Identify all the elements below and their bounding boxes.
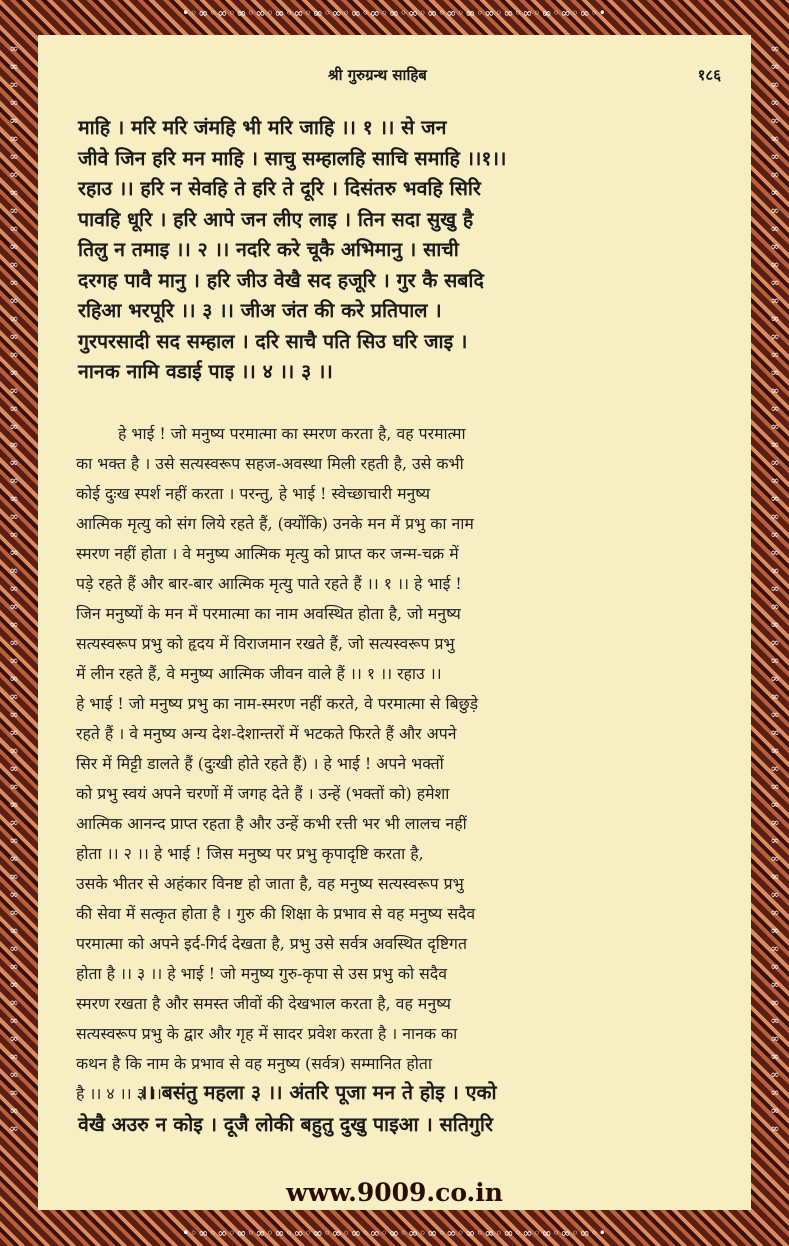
translation-line: जिन मनुष्यों के मन में परमात्मा का नाम अवस्थित होता है, जो मनुष्य xyxy=(76,604,461,623)
translation-line: उसके भीतर से अहंकार विनष्ट हो जाता है, वह मनुष्य सत्यस्वरूप प्रभु xyxy=(76,874,464,893)
translation-line: हे भाई ! जो मनुष्य प्रभु का नाम-स्मरण नहीं करते, वे परमात्मा से बिछुड़े xyxy=(76,694,479,713)
translation-line: आत्मिक मृत्यु को संग लिये रहते हैं, (क्योंकि) उनके मन में प्रभु का नाम xyxy=(76,514,474,533)
translation-line: सिर में मिट्टी डालते हैं (दुःखी होते रहते हैं) । हे भाई ! अपने भक्तों xyxy=(76,754,444,773)
translation-line: को प्रभु स्वयं अपने चरणों में जगह देते हैं । उन्हें (भक्तों को) हमेशा xyxy=(76,784,450,803)
gurbani-line: दरगह पावै मानु । हरि जीउ वेखै सद हजूरि । गुर कै सबदि xyxy=(78,268,484,292)
translation-line: कथन है कि नाम के प्रभाव से वह मनुष्य (सर्वत्र) सम्मानित होता xyxy=(76,1054,432,1073)
gurbani-verse-top xyxy=(78,113,718,388)
gurbani-line: जीवे जिन हरि मन माहि । साचु सम्हालहि साचि समाहि ।।१।। xyxy=(78,146,507,170)
translation-line: है ।। ४ ।। ३ ।। xyxy=(76,1084,162,1103)
translation-line: का भक्त है । उसे सत्यस्वरूप सहज-अवस्था मिली रहती है, उसे कभी xyxy=(76,454,464,473)
translation-line: होता है ।। ३ ।। हे भाई ! जो मनुष्य गुरु-कृपा से उस प्रभु को सदैव xyxy=(76,964,447,983)
gurbani-line: तिलु न तमाइ ।। २ ।। नदरि करे चूकै अभिमानु । साची xyxy=(78,238,459,261)
translation-line: रहते हैं । वे मनुष्य अन्य देश-देशान्तरों में भटकते फिरते हैं और अपने xyxy=(76,724,457,743)
translation-line: पड़े रहते हैं और बार-बार आत्मिक मृत्यु पाते रहते हैं ।। १ ।। हे भाई ! xyxy=(76,574,462,593)
translation-line: आत्मिक आनन्द प्राप्त रहता है और उन्हें कभी रत्ती भर भी लालच नहीं xyxy=(76,814,467,833)
right-border-ornament: ∞ ∞ ∞ ∞ ∞ ∞ ∞ ∞ ∞ ∞ ∞ ∞ ∞ ∞ ∞ ∞ ∞ ∞ ∞ ∞ ∞ ∞ ∞ ∞ ∞ ∞ ∞ ∞ ∞ ∞ ∞ ∞ ∞ ∞ ∞ ∞ ∞ ∞ ∞ ∞ ∞ ∞ ∞ ∞ ∞ ∞ ∞ ∞ ∞ ∞ ∞ ∞ ∞ ∞ ∞ ∞ ∞ ∞ ∞ ∞ ∞ xyxy=(770,42,780,1135)
top-border-ornament: •◦∞◦∞◦∞◦∞◦∞◦∞◦∞◦∞◦∞◦∞◦∞◦∞◦∞◦∞◦∞◦∞◦∞◦∞◦∞◦∞◦∞◦• xyxy=(182,6,607,20)
gurbani-line: रहाउ ।। हरि न सेवहि ते हरि ते दूरि । दिसंतरु भवहि सिरि xyxy=(78,177,481,200)
translation-line: कोई दुःख स्पर्श नहीं करता । परन्तु, हे भाई ! स्वेच्छाचारी मनुष्य xyxy=(76,484,431,503)
translation-line: स्मरण नहीं होता । वे मनुष्य आत्मिक मृत्यु को प्राप्त कर जन्म-चक्र में xyxy=(76,544,459,563)
gurbani-line: रहिआ भरपूरि ।। ३ ।। जीअ जंत की करे प्रतिपाल । xyxy=(78,299,442,322)
gurbani-line: वेखै अउरु न कोइ । दूजै लोकी बहुतु दुखु पाइआ । सतिगुरि xyxy=(78,1113,493,1136)
translation-line: स्मरण रखता है और समस्त जीवों की देखभाल करता है, वह मनुष्य xyxy=(76,994,451,1013)
scripture-page xyxy=(38,35,751,1210)
gurbani-line: माहि । मरि मरि जंमहि भी मरि जाहि ।। १ ।। से जन xyxy=(78,116,447,139)
translation-line: सत्यस्वरूप प्रभु को हृदय में विराजमान रखते हैं, जो सत्यस्वरूप प्रभु xyxy=(76,634,455,653)
bottom-border-ornament: •◦∞◦∞◦∞◦∞◦∞◦∞◦∞◦∞◦∞◦∞◦∞◦∞◦∞◦∞◦∞◦∞◦∞◦∞◦∞◦∞◦∞◦• xyxy=(182,1226,607,1240)
gurbani-line: ।। बसंतु महला ३ ।। अंतरि पूजा मन ते होइ । एको xyxy=(140,1081,497,1104)
gurbani-line: गुरपरसादी सद सम्हाल । दरि साचै पति सिउ घरि जाइ । xyxy=(78,329,468,353)
translation-line: सत्यस्वरूप प्रभु के द्वार और गृह में सादर प्रवेश करता है । नानक का xyxy=(76,1024,458,1043)
site-url-watermark: www.9009.co.in xyxy=(286,1178,503,1207)
translation-line: में लीन रहते हैं, वे मनुष्य आत्मिक जीवन वाले हैं ।। १ ।। रहाउ ।। xyxy=(76,664,442,683)
page-header xyxy=(38,65,751,87)
left-border-ornament: ∞ ∞ ∞ ∞ ∞ ∞ ∞ ∞ ∞ ∞ ∞ ∞ ∞ ∞ ∞ ∞ ∞ ∞ ∞ ∞ ∞ ∞ ∞ ∞ ∞ ∞ ∞ ∞ ∞ ∞ ∞ ∞ ∞ ∞ ∞ ∞ ∞ ∞ ∞ ∞ ∞ ∞ ∞ ∞ ∞ ∞ ∞ ∞ ∞ ∞ ∞ ∞ ∞ ∞ ∞ ∞ ∞ ∞ ∞ ∞ ∞ xyxy=(9,42,19,1135)
page-number: १८६ xyxy=(697,66,721,84)
hindi-translation xyxy=(76,419,724,1109)
translation-line: परमात्मा को अपने इर्द-गिर्द देखता है, प्रभु उसे सर्वत्र अवस्थित दृष्टिगत xyxy=(76,934,467,953)
translation-line: की सेवा में सत्कृत होता है । गुरु की शिक्षा के प्रभाव से वह मनुष्य सदैव xyxy=(76,904,476,923)
gurbani-line: पावहि धूरि । हरि आपे जन लीए लाइ । तिन सदा सुखु है xyxy=(78,207,474,231)
translation-line: होता ।। २ ।। हे भाई ! जिस मनुष्य पर प्रभु कृपादृष्टि करता है, xyxy=(76,844,424,863)
gurbani-line: नानक नामि वडाई पाइ ।। ४ ।। ३ ।। xyxy=(78,360,333,383)
page-title: श्री गुरुग्रन्थ साहिब xyxy=(328,66,427,84)
translation-line: हे भाई ! जो मनुष्य परमात्मा का स्मरण करता है, वह परमात्मा xyxy=(118,424,466,443)
gurbani-verse-bottom xyxy=(78,1077,718,1141)
